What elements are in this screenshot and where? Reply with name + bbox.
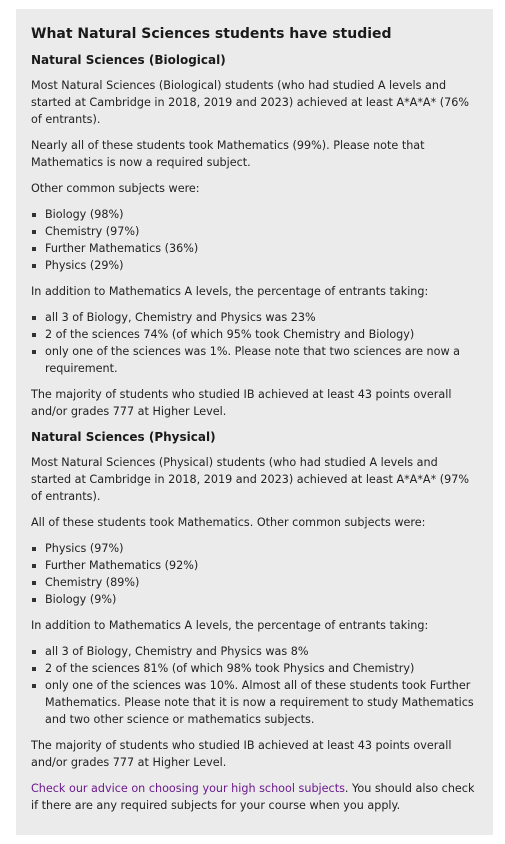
list-item: Chemistry (97%) — [31, 223, 478, 240]
list-item: Physics (97%) — [31, 540, 478, 557]
phys-addition-label: In addition to Mathematics A levels, the percentage of entrants taking: — [31, 619, 429, 632]
info-panel — [16, 9, 493, 835]
advice-link[interactable]: Check our advice on choosing your high school subjects — [31, 782, 345, 795]
phys-other-label: All of these students took Mathematics. Other common subjects were: — [31, 516, 426, 529]
phys-sciences-list — [31, 643, 478, 728]
list-item: 2 of the sciences 74% (of which 95% took Chemistry and Biology) — [31, 326, 478, 343]
list-item: all 3 of Biology, Chemistry and Physics was 23% — [31, 309, 478, 326]
list-item: Biology (98%) — [31, 206, 478, 223]
list-item: Physics (29%) — [31, 257, 478, 274]
bio-maths: Nearly all of these students took Mathematics (99%). Please note that Mathematics is now a required subject. — [31, 139, 425, 169]
bio-subject-list — [31, 206, 478, 274]
phys-intro: Most Natural Sciences (Physical) students (who had studied A levels and started at Cambridge in 2018, 2019 and 2023) achieved at least A*A*A* (97% of entrants). — [31, 456, 469, 503]
list-item: only one of the sciences was 1%. Please note that two sciences are now a requirement. — [31, 343, 478, 377]
bio-intro: Most Natural Sciences (Biological) students (who had studied A levels and started at Cambridge in 2018, 2019 and 2023) achieved at least A*A*A* (76% of entrants). — [31, 79, 469, 126]
list-item: Further Mathematics (36%) — [31, 240, 478, 257]
bio-other-label: Other common subjects were: — [31, 182, 200, 195]
bio-heading: Natural Sciences (Biological) — [31, 53, 226, 67]
bio-addition-label: In addition to Mathematics A levels, the percentage of entrants taking: — [31, 285, 429, 298]
panel-title: What Natural Sciences students have studied — [31, 26, 392, 42]
list-item: only one of the sciences was 10%. Almost all of these students took Further Mathematics. Please note that it is now a requirement to study Mathematics and two other science or mathematics subjects. — [31, 677, 478, 728]
list-item: 2 of the sciences 81% (of which 98% took Physics and Chemistry) — [31, 660, 478, 677]
phys-subject-list — [31, 540, 478, 608]
footer-rest: . You should also check if there are any required subjects for your course when you apply. — [31, 782, 475, 812]
list-item: Further Mathematics (92%) — [31, 557, 478, 574]
phys-ib: The majority of students who studied IB achieved at least 43 points overall and/or grades 777 at Higher Level. — [31, 739, 452, 769]
bio-sciences-list — [31, 309, 478, 377]
list-item: Chemistry (89%) — [31, 574, 478, 591]
list-item: Biology (9%) — [31, 591, 478, 608]
bio-ib: The majority of students who studied IB achieved at least 43 points overall and/or grades 777 at Higher Level. — [31, 388, 452, 418]
list-item: all 3 of Biology, Chemistry and Physics was 8% — [31, 643, 478, 660]
phys-heading: Natural Sciences (Physical) — [31, 430, 216, 444]
footer-text — [31, 780, 478, 814]
